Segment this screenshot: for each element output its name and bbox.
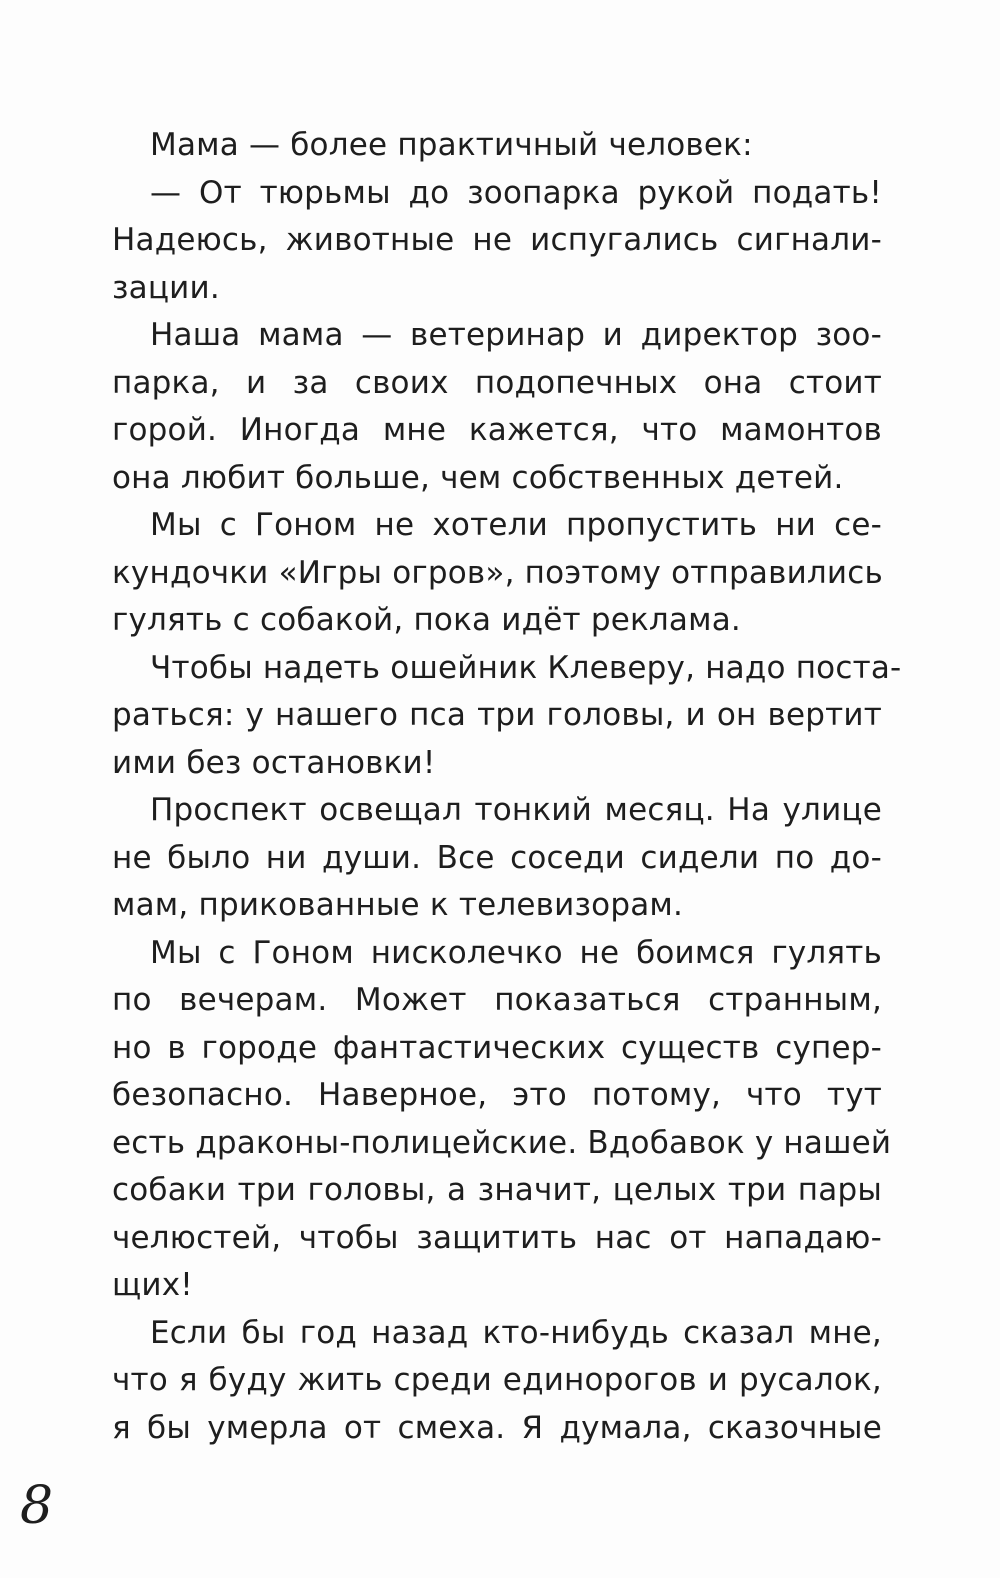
text-line: Проспект освещал тонкий месяц. На улице (150, 792, 882, 828)
text-line: мам, прикованные к телевизорам. (112, 887, 684, 923)
text-line: Мы с Гоном не хотели пропустить ни се- (150, 507, 882, 543)
text-line: Мама — более практичный человек: (150, 127, 753, 163)
text-line: что я буду жить среди единорогов и русалок, (112, 1362, 882, 1398)
text-line: Надеюсь, животные не испугались сигнали- (112, 222, 882, 258)
text-line: — От тюрьмы до зоопарка рукой подать! (150, 174, 882, 211)
text-line: зации. (112, 269, 220, 306)
text-line: Чтобы надеть ошейник Клеверу, надо поста- (150, 649, 902, 686)
text-line: парка, и за своих подопечных она стоит (112, 364, 882, 401)
text-line: я бы умерла от смеха. Я думала, сказочные (112, 1409, 882, 1446)
text-line: Если бы год назад кто-нибудь сказал мне, (150, 1314, 882, 1351)
text-line: щих! (112, 1267, 193, 1303)
text-line: есть драконы-полицейские. Вдобавок у нашей (112, 1124, 892, 1161)
text-line: но в городе фантастических существ супер- (112, 1029, 882, 1066)
text-line: Мы с Гоном нисколечко не боимся гулять (150, 934, 882, 971)
text-line: челюстей, чтобы защитить нас от нападаю- (112, 1219, 882, 1256)
body-text (112, 122, 902, 1452)
text-line: собаки три головы, а значит, целых три пары (112, 1172, 882, 1208)
text-line: не было ни души. Все соседи сидели по до- (112, 839, 882, 876)
text-line: горой. Иногда мне кажется, что мамонтов (112, 412, 882, 448)
page-number: 8 (20, 1476, 54, 1536)
text-line: ими без остановки! (112, 744, 436, 781)
text-line: безопасно. Наверное, это потому, что тут (112, 1077, 882, 1113)
text-line: она любит больше, чем собственных детей. (112, 459, 844, 496)
text-line: кундочки «Игры огров», поэтому отправились (112, 554, 883, 591)
text-line: Наша мама — ветеринар и директор зоо- (150, 317, 882, 353)
text-line: по вечерам. Может показаться странным, (112, 982, 882, 1018)
text-line: гулять с собакой, пока идёт реклама. (112, 602, 741, 638)
text-line: раться: у нашего пса три головы, и он вертит (112, 697, 882, 733)
